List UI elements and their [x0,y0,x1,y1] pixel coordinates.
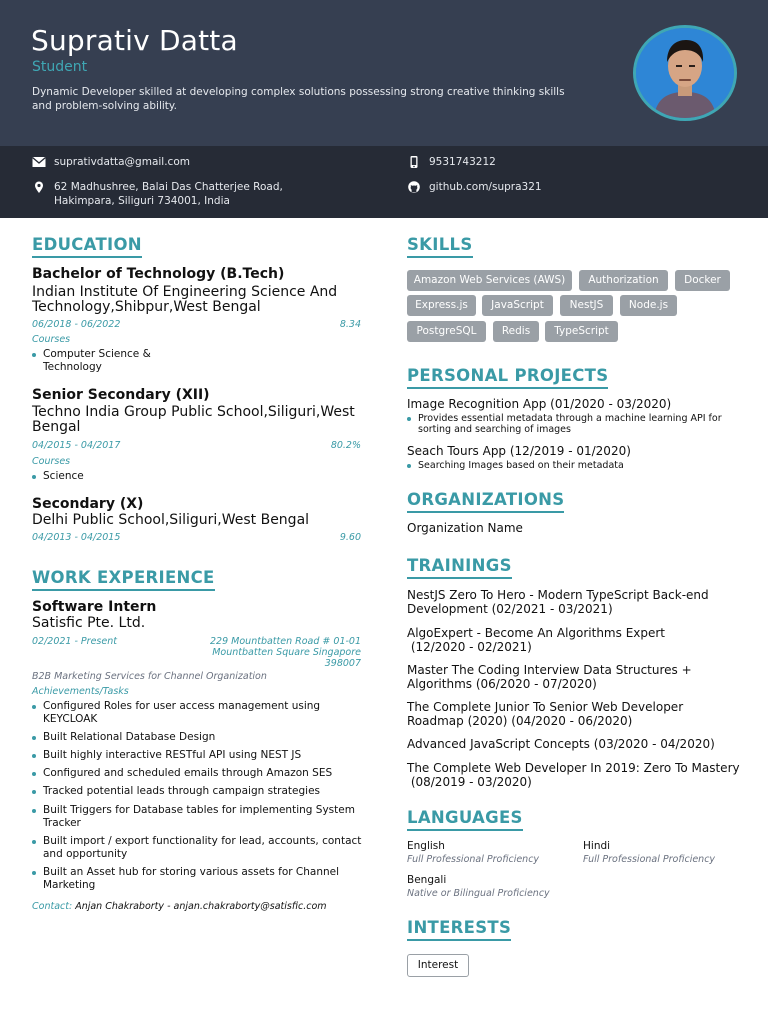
skill-tag: NestJS [560,295,613,316]
candidate-role: Student [32,59,88,75]
contact-phone-text: 9531743212 [429,156,496,168]
resume-header [0,0,768,146]
skill-tag: Node.js [620,295,677,316]
work-contact-email[interactable]: anjan.chakraborty@satisfic.com [173,901,327,912]
edu-degree: Secondary (X) [32,496,144,512]
edu-institution: Bengal [32,419,81,435]
work-contact: Contact: Anjan Chakraborty - anjan.chakraborty@satisfic.com [32,901,327,912]
work-task: Built Triggers for Database tables for implementing System Tracker [32,804,362,830]
edu-courses-label: Courses [32,334,71,345]
work-position: Software Intern [32,599,157,615]
training-item: NestJS Zero To Hero - Modern TypeScript Back-end Development (02/2021 - 03/2021) [407,588,709,616]
work-task: Built import / export functionality for lead, accounts, contact and opportunity [32,835,367,861]
edu-dates: 04/2015 - 04/2017 [32,440,121,451]
edu-institution: Techno India Group Public School,Siliguri,West [32,404,355,420]
project-name: Seach Tours App (12/2019 - 01/2020) [407,444,631,458]
edu-institution: Indian Institute Of Engineering Science And [32,284,338,300]
language-level: Native or Bilingual Proficiency [407,888,550,899]
edu-dates: 06/2018 - 06/2022 [32,319,121,330]
skill-tag: Authorization [579,270,668,291]
profile-photo [633,25,737,121]
edu-dates: 04/2013 - 04/2015 [32,532,121,543]
skill-tag: TypeScript [545,321,618,342]
trainings-title: TRAININGS [407,556,512,575]
project-description: Provides essential metadata through a machine learning API for sorting and searching of images [407,413,737,435]
edu-institution: Delhi Public School,Siliguri,West Bengal [32,512,310,528]
training-item: The Complete Junior To Senior Web Developer Roadmap (2020) (04/2020 - 06/2020) [407,700,684,728]
work-dates: 02/2021 - Present [32,636,117,647]
interest-tag: Interest [407,954,469,977]
contact-email-text: suprativdatta@gmail.com [54,156,190,168]
work-title: WORK EXPERIENCE [32,568,215,587]
edu-degree: Senior Secondary (XII) [32,387,210,403]
language-name: English [407,840,445,852]
edu-grade: 8.34 [339,319,361,330]
languages-title: LANGUAGES [407,808,523,827]
organization-name: Organization Name [407,521,523,535]
work-address: 229 Mountbatten Road # 01-01 Mountbatten Square Singapore 398007 [210,636,361,669]
phone-icon [407,156,421,168]
candidate-summary: Dynamic Developer skilled at developing complex solutions possessing strong creative thinking skills and problem-solving ability. [32,86,565,112]
edu-degree: Bachelor of Technology (B.Tech) [32,266,285,282]
contact-github-text: github.com/supra321 [429,181,542,193]
work-description: B2B Marketing Services for Channel Organization [32,671,267,682]
work-task: Configured Roles for user access management using KEYCLOAK [32,700,362,726]
contact-address-line1: 62 Madhushree, Balai Das Chatterjee Road, [54,181,283,193]
candidate-name: Suprativ Datta [31,24,238,57]
work-task: Built an Asset hub for storing various assets for Channel Marketing [32,866,362,892]
contact-address-line2: Hakimpara, Siliguri 734001, India [54,195,230,207]
github-icon [407,181,421,193]
skill-tag: JavaScript [482,295,553,316]
work-achievements-label: Achievements/Tasks [32,686,129,697]
skills-title: SKILLS [407,235,473,254]
language-level: Full Professional Proficiency [583,854,716,865]
profile-portrait-icon [636,28,734,118]
edu-course: Science [32,470,84,483]
edu-grade: 80.2% [330,440,361,451]
work-contact-name: Anjan Chakraborty [75,901,165,912]
interests-title: INTERESTS [407,918,512,937]
organizations-title: ORGANIZATIONS [407,490,565,509]
skill-tag: Redis [493,321,539,342]
projects-title: PERSONAL PROJECTS [407,366,609,385]
work-task: Built highly interactive RESTful API using NEST JS [32,749,362,762]
project-name: Image Recognition App (01/2020 - 03/2020) [407,397,672,411]
training-item: Master The Coding Interview Data Structures + Algorithms (06/2020 - 07/2020) [407,663,692,691]
language-level: Full Professional Proficiency [407,854,540,865]
work-company: Satisfic Pte. Ltd. [32,615,146,631]
skill-tag: Amazon Web Services (AWS) [407,270,572,291]
training-item: AlgoExpert - Become An Algorithms Expert (12/2020 - 02/2021) [407,626,666,654]
project-description: Searching Images based on their metadata [407,460,737,471]
language-name: Bengali [407,874,447,886]
language-name: Hindi [583,840,611,852]
training-item: The Complete Web Developer In 2019: Zero To Mastery (08/2019 - 03/2020) [407,761,740,789]
edu-course: Computer Science & Technology [32,348,151,374]
education-title: EDUCATION [32,235,142,254]
work-task: Configured and scheduled emails through Amazon SES [32,767,362,780]
edu-grade: 9.60 [339,532,361,543]
edu-institution: Technology,Shibpur,West Bengal [32,299,261,315]
contact-bar [0,146,768,218]
edu-courses-label: Courses [32,456,71,467]
envelope-icon [32,156,46,168]
skill-tag: Docker [675,270,730,291]
skill-tag: PostgreSQL [407,321,486,342]
training-item: Advanced JavaScript Concepts (03/2020 - 04/2020) [407,737,715,751]
skill-tag: Express.js [407,295,476,316]
location-pin-icon [32,181,46,193]
work-task: Tracked potential leads through campaign strategies [32,785,362,798]
work-task: Built Relational Database Design [32,731,362,744]
